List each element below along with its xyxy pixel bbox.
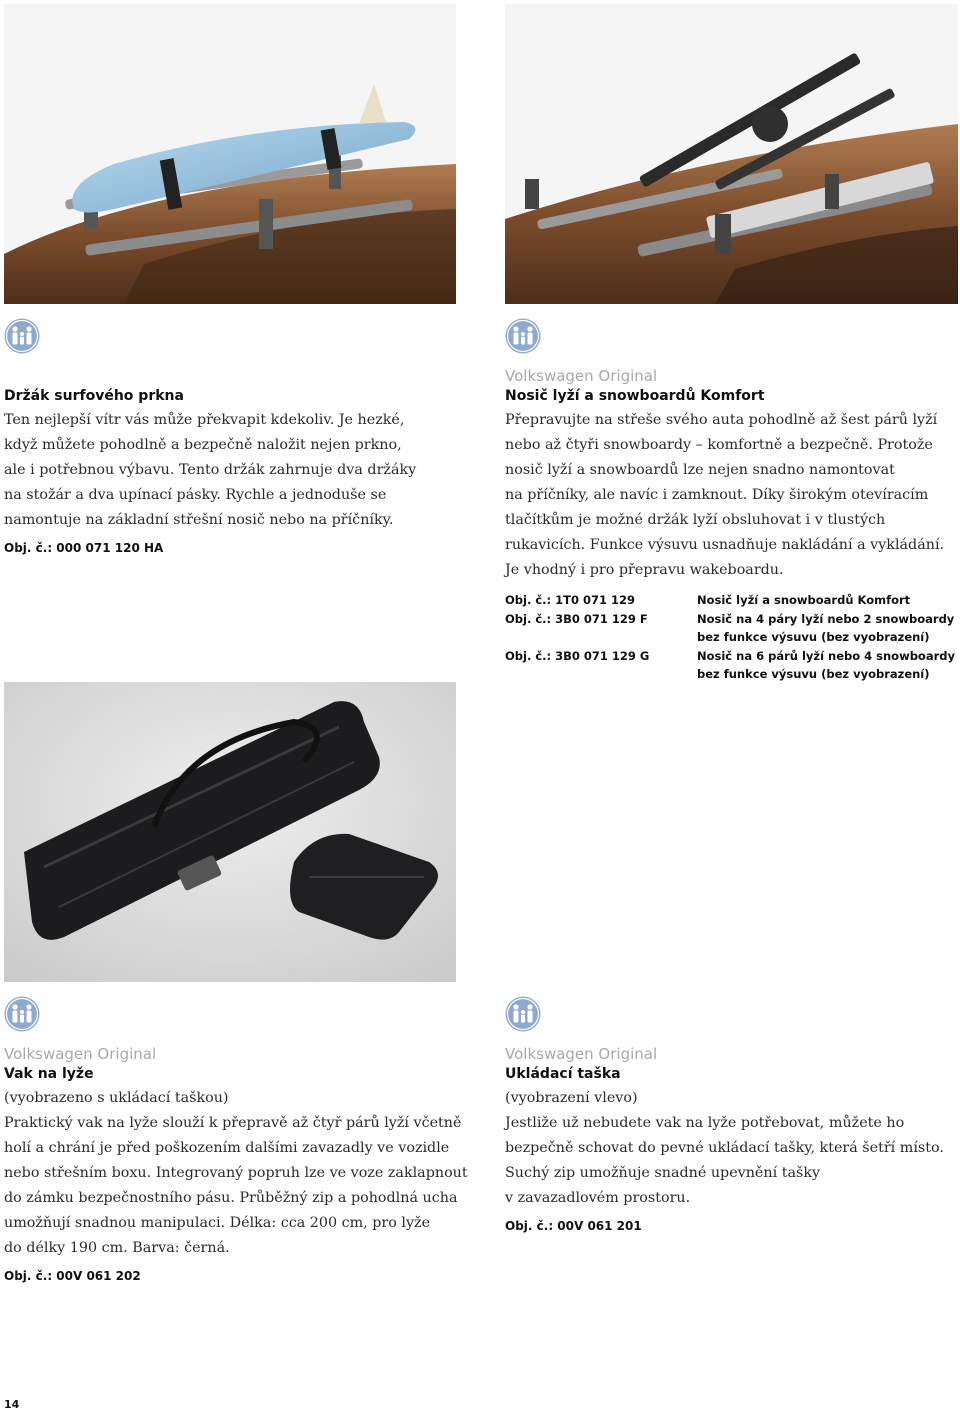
description-line: Přepravujte na střeše svého auta pohodlně až šest párů lyží xyxy=(505,412,938,428)
family-icon xyxy=(505,318,541,354)
description-line: holí a chrání je před poškozením dalšími zavazadly ve vozidle xyxy=(4,1140,450,1156)
order-description-line: Nosič na 6 párů lyží nebo 4 snowboardy xyxy=(697,648,955,663)
description-line: když můžete pohodlně a bezpečně naložit nejen prkno, xyxy=(4,437,402,453)
family-icon xyxy=(4,996,40,1032)
description-line: Suchý zip umožňuje snadné upevnění tašky xyxy=(505,1165,821,1181)
order-number: Obj. č.: 00V 061 202 xyxy=(4,1269,141,1283)
description-line: do délky 190 cm. Barva: černá. xyxy=(4,1240,230,1256)
description-line: do zámku bezpečnostního pásu. Průběžný zip a pohodlná ucha xyxy=(4,1190,458,1206)
section-title: Nosič lyží a snowboardů Komfort xyxy=(505,388,765,404)
order-description xyxy=(697,591,957,610)
order-table xyxy=(505,591,957,684)
order-number: Obj. č.: 000 071 120 HA xyxy=(4,541,164,555)
surfboard-holder-section xyxy=(4,318,456,557)
description-line: rukavicích. Funkce výsuvu usnadňuje nakládání a vykládání. xyxy=(505,537,945,553)
order-number: Obj. č.: 00V 061 201 xyxy=(505,1219,642,1233)
family-icon xyxy=(4,318,40,354)
section-title: Ukládací taška xyxy=(505,1066,621,1082)
description-line: nosič lyží a snowboardů lze nejen snadno namontovat xyxy=(505,462,895,478)
order-code: Obj. č.: 1T0 071 129 xyxy=(505,593,635,607)
order-code: Obj. č.: 3B0 071 129 G xyxy=(505,648,650,663)
brand-spacer xyxy=(4,366,456,386)
order-row xyxy=(505,647,957,684)
description-line: (vyobrazeno s ukládací taškou) xyxy=(4,1090,229,1106)
ski-carrier-photo xyxy=(505,4,958,304)
section-title: Vak na lyže xyxy=(4,1066,94,1082)
page-number: 14 xyxy=(4,1398,20,1411)
order-description xyxy=(697,647,957,684)
order-row xyxy=(505,610,957,647)
description-line: na stožár a dva upínací pásky. Rychle a jednoduše se xyxy=(4,487,387,503)
description-line: Je vhodný i pro přepravu wakeboardu. xyxy=(505,562,784,578)
order-description-line: bez funkce výsuvu (bez vyobrazení) xyxy=(697,667,930,681)
family-icon xyxy=(505,996,541,1032)
description-line: Ten nejlepší vítr vás může překvapit kdekoliv. Je hezké, xyxy=(4,412,405,428)
description-line: bezpečně schovat do pevné ukládací tašky, která šetří místo. xyxy=(505,1140,944,1156)
description-line: v zavazadlovém prostoru. xyxy=(505,1190,691,1206)
description-line: Praktický vak na lyže slouží k přepravě až čtyř párů lyží včetně xyxy=(4,1115,462,1131)
description-line: tlačítkům je možné držák lyží obsluhovat i v tlustých xyxy=(505,512,886,528)
description-line: Jestliže už nebudete vak na lyže potřebovat, můžete ho xyxy=(505,1115,905,1131)
section-description xyxy=(505,1086,957,1211)
description-line: umožňují snadnou manipulaci. Délka: cca 200 cm, pro lyže xyxy=(4,1215,431,1231)
ski-bag-section xyxy=(4,996,474,1285)
description-line: nebo střešním boxu. Integrovaný popruh lze ve voze zaklapnout xyxy=(4,1165,468,1181)
section-title: Držák surfového prkna xyxy=(4,388,184,404)
section-description xyxy=(4,408,456,533)
order-description xyxy=(697,610,957,647)
brand-label: Volkswagen Original xyxy=(505,367,658,385)
section-description xyxy=(4,1086,474,1261)
order-description-line: bez funkce výsuvu (bez vyobrazení) xyxy=(697,630,930,644)
description-line: namontuje na základní střešní nosič nebo na příčníky. xyxy=(4,512,394,528)
surfboard-holder-photo xyxy=(4,4,456,304)
description-line: na příčníky, ale navíc i zamknout. Díky širokým otevíracím xyxy=(505,487,929,503)
order-description-line: Nosič na 4 páry lyží nebo 2 snowboardy xyxy=(697,611,955,626)
order-description-line: Nosič lyží a snowboardů Komfort xyxy=(697,593,911,607)
brand-label: Volkswagen Original xyxy=(505,1045,658,1063)
description-line: ale i potřebnou výbavu. Tento držák zahrnuje dva držáky xyxy=(4,462,417,478)
ski-carrier-section xyxy=(505,318,957,684)
brand-label: Volkswagen Original xyxy=(4,1045,157,1063)
order-row xyxy=(505,591,957,610)
description-line: nebo až čtyři snowboardy – komfortně a bezpečně. Protože xyxy=(505,437,933,453)
description-line: (vyobrazení vlevo) xyxy=(505,1090,638,1106)
section-description xyxy=(505,408,957,583)
storage-bag-section xyxy=(505,996,957,1235)
order-code: Obj. č.: 3B0 071 129 F xyxy=(505,611,648,626)
ski-bag-photo xyxy=(4,682,456,982)
